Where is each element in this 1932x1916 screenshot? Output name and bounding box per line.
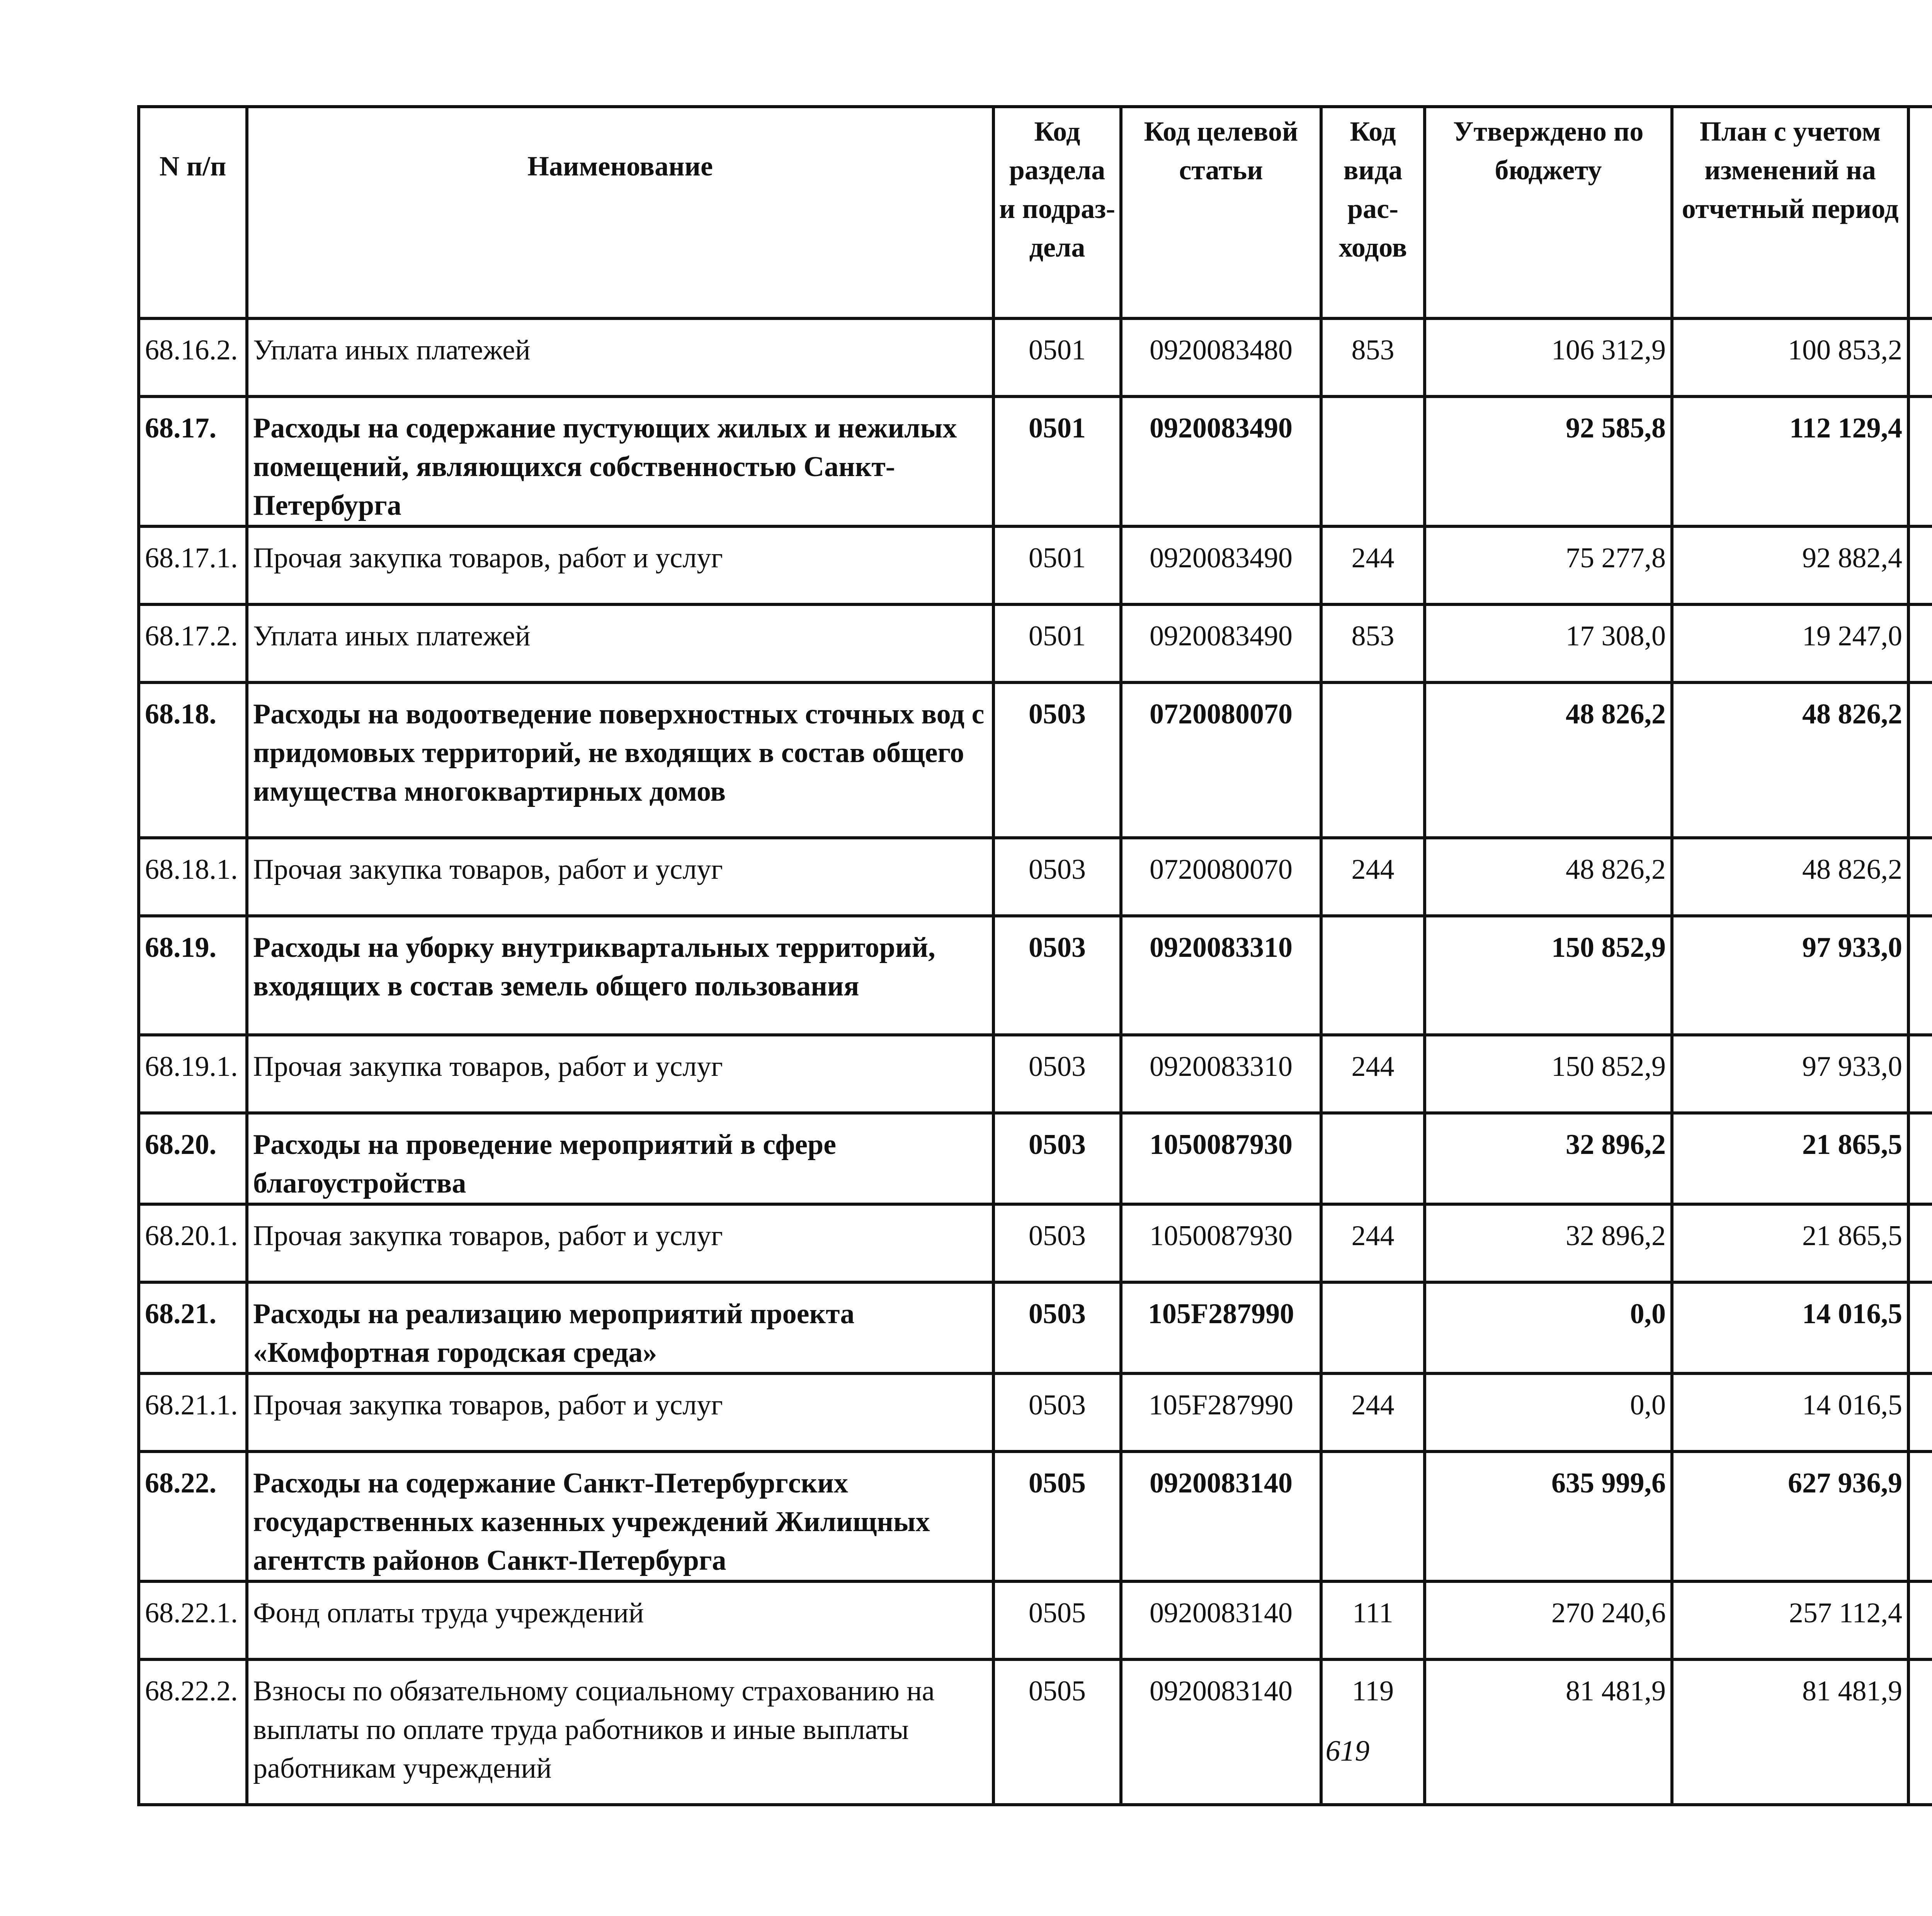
table-row — [139, 1204, 1932, 1282]
row-plan: 81 481,9 — [1672, 1659, 1908, 1805]
row-expense-type-code: 853 — [1321, 604, 1425, 682]
row-section-code: 0501 — [993, 526, 1121, 604]
table-row — [139, 604, 1932, 682]
row-name: Расходы на уборку внутриквартальных территорий, входящих в состав земель общего пользования — [247, 916, 993, 1035]
row-executed — [1908, 1282, 1932, 1373]
row-num: 68.22. — [139, 1451, 247, 1581]
row-section-code: 0503 — [993, 916, 1121, 1035]
row-plan: 100 853,2 — [1672, 318, 1908, 396]
table-row — [139, 396, 1932, 526]
row-plan: 257 112,4 — [1672, 1581, 1908, 1659]
row-num: 68.21. — [139, 1282, 247, 1373]
table-row — [139, 916, 1932, 1035]
row-plan: 112 129,4 — [1672, 396, 1908, 526]
row-plan: 14 016,5 — [1672, 1282, 1908, 1373]
row-num: 68.20.1. — [139, 1204, 247, 1282]
header-section-code: Код раздела и подраз-дела — [993, 107, 1121, 318]
header-num: N п/п — [139, 107, 247, 318]
row-approved: 150 852,9 — [1425, 916, 1672, 1035]
row-expense-type-code — [1321, 1451, 1425, 1581]
header-expense-type-code: Код вида рас-ходов — [1321, 107, 1425, 318]
row-target-code: 0920083490 — [1121, 396, 1321, 526]
row-name: Прочая закупка товаров, работ и услуг — [247, 1035, 993, 1113]
table-row — [139, 318, 1932, 396]
row-executed — [1908, 1204, 1932, 1282]
row-num: 68.21.1. — [139, 1373, 247, 1451]
row-plan: 14 016,5 — [1672, 1373, 1908, 1451]
row-executed — [1908, 1451, 1932, 1581]
row-plan: 21 865,5 — [1672, 1113, 1908, 1204]
row-expense-type-code — [1321, 1113, 1425, 1204]
row-executed — [1908, 682, 1932, 838]
row-approved: 17 308,0 — [1425, 604, 1672, 682]
row-approved: 106 312,9 — [1425, 318, 1672, 396]
row-target-code: 0920083480 — [1121, 318, 1321, 396]
row-num: 68.16.2. — [139, 318, 247, 396]
row-name: Прочая закупка товаров, работ и услуг — [247, 1204, 993, 1282]
row-plan: 92 882,4 — [1672, 526, 1908, 604]
row-approved: 635 999,6 — [1425, 1451, 1672, 1581]
row-name: Прочая закупка товаров, работ и услуг — [247, 838, 993, 916]
budget-table — [137, 105, 1932, 1806]
row-name: Расходы на содержание Санкт-Петербургских государственных казенных учреждений Жилищных агентств районов Санкт-Петербурга — [247, 1451, 993, 1581]
row-section-code: 0505 — [993, 1581, 1121, 1659]
row-expense-type-code: 111 — [1321, 1581, 1425, 1659]
table-row — [139, 838, 1932, 916]
row-target-code: 0920083490 — [1121, 604, 1321, 682]
row-expense-type-code: 244 — [1321, 838, 1425, 916]
row-expense-type-code — [1321, 1282, 1425, 1373]
row-num: 68.17.1. — [139, 526, 247, 604]
row-approved: 48 826,2 — [1425, 838, 1672, 916]
row-plan: 48 826,2 — [1672, 838, 1908, 916]
row-approved: 48 826,2 — [1425, 682, 1672, 838]
row-name: Расходы на содержание пустующих жилых и нежилых помещений, являющихся собственностью Санкт-Петербурга — [247, 396, 993, 526]
row-executed — [1908, 1373, 1932, 1451]
row-executed — [1908, 916, 1932, 1035]
row-target-code: 0920083140 — [1121, 1659, 1321, 1805]
row-expense-type-code — [1321, 682, 1425, 838]
table-row — [139, 526, 1932, 604]
row-name: Уплата иных платежей — [247, 604, 993, 682]
row-plan: 19 247,0 — [1672, 604, 1908, 682]
row-approved: 270 240,6 — [1425, 1581, 1672, 1659]
row-expense-type-code: 244 — [1321, 1035, 1425, 1113]
header-plan: План с учетом изменений на отчетный период — [1672, 107, 1908, 318]
row-target-code: 105F287990 — [1121, 1282, 1321, 1373]
row-num: 68.18.1. — [139, 838, 247, 916]
row-approved: 0,0 — [1425, 1282, 1672, 1373]
row-num: 68.22.1. — [139, 1581, 247, 1659]
table-header — [139, 107, 1932, 318]
row-expense-type-code: 244 — [1321, 1204, 1425, 1282]
row-expense-type-code: 853 — [1321, 318, 1425, 396]
row-num: 68.22.2. — [139, 1659, 247, 1805]
row-section-code: 0505 — [993, 1451, 1121, 1581]
table-row — [139, 1581, 1932, 1659]
row-executed — [1908, 838, 1932, 916]
row-name: Фонд оплаты труда учреждений — [247, 1581, 993, 1659]
row-approved: 32 896,2 — [1425, 1204, 1672, 1282]
row-executed — [1908, 1581, 1932, 1659]
row-approved: 32 896,2 — [1425, 1113, 1672, 1204]
row-executed — [1908, 1035, 1932, 1113]
row-section-code: 0505 — [993, 1659, 1121, 1805]
table-row — [139, 1451, 1932, 1581]
row-plan: 48 826,2 — [1672, 682, 1908, 838]
row-target-code: 0920083310 — [1121, 916, 1321, 1035]
row-target-code: 0720080070 — [1121, 682, 1321, 838]
row-approved: 0,0 — [1425, 1373, 1672, 1451]
row-section-code: 0503 — [993, 1282, 1121, 1373]
row-expense-type-code: 244 — [1321, 526, 1425, 604]
row-plan: 97 933,0 — [1672, 916, 1908, 1035]
row-target-code: 105F287990 — [1121, 1373, 1321, 1451]
row-section-code: 0501 — [993, 318, 1121, 396]
row-name: Прочая закупка товаров, работ и услуг — [247, 526, 993, 604]
row-section-code: 0503 — [993, 1204, 1121, 1282]
row-executed — [1908, 1659, 1932, 1805]
row-plan: 627 936,9 — [1672, 1451, 1908, 1581]
page-number: 619 — [1325, 1735, 1370, 1767]
row-target-code: 0920083310 — [1121, 1035, 1321, 1113]
table-body — [139, 318, 1932, 1805]
row-num: 68.17.2. — [139, 604, 247, 682]
budget-document — [137, 105, 1932, 1806]
row-section-code: 0501 — [993, 604, 1121, 682]
row-num: 68.18. — [139, 682, 247, 838]
header-approved: Утверждено по бюджету — [1425, 107, 1672, 318]
row-name: Прочая закупка товаров, работ и услуг — [247, 1373, 993, 1451]
row-target-code: 0720080070 — [1121, 838, 1321, 916]
table-row — [139, 1659, 1932, 1805]
row-executed — [1908, 318, 1932, 396]
row-num: 68.20. — [139, 1113, 247, 1204]
table-row — [139, 1035, 1932, 1113]
row-num: 68.17. — [139, 396, 247, 526]
row-approved: 75 277,8 — [1425, 526, 1672, 604]
row-executed — [1908, 1113, 1932, 1204]
row-name: Расходы на проведение мероприятий в сфере благоустройства — [247, 1113, 993, 1204]
row-target-code: 1050087930 — [1121, 1113, 1321, 1204]
row-plan: 21 865,5 — [1672, 1204, 1908, 1282]
row-name: Расходы на реализацию мероприятий проекта «Комфортная городская среда» — [247, 1282, 993, 1373]
row-name: Расходы на водоотведение поверхностных сточных вод с придомовых территорий, не входящих в состав общего имущества многоквартирных домов — [247, 682, 993, 838]
table-row — [139, 1282, 1932, 1373]
row-target-code: 0920083490 — [1121, 526, 1321, 604]
header-executed — [1908, 107, 1932, 318]
table-row — [139, 682, 1932, 838]
row-section-code: 0503 — [993, 1035, 1121, 1113]
row-section-code: 0503 — [993, 1373, 1121, 1451]
row-approved: 150 852,9 — [1425, 1035, 1672, 1113]
row-target-code: 0920083140 — [1121, 1451, 1321, 1581]
row-expense-type-code: 244 — [1321, 1373, 1425, 1451]
row-num: 68.19. — [139, 916, 247, 1035]
row-name: Взносы по обязательному социальному страхованию на выплаты по оплате труда работников и иные выплаты работникам учреждений — [247, 1659, 993, 1805]
row-plan: 97 933,0 — [1672, 1035, 1908, 1113]
row-expense-type-code: 119 — [1321, 1659, 1425, 1805]
row-executed — [1908, 604, 1932, 682]
row-executed — [1908, 396, 1932, 526]
row-executed — [1908, 526, 1932, 604]
row-expense-type-code — [1321, 916, 1425, 1035]
row-expense-type-code — [1321, 396, 1425, 526]
row-approved: 92 585,8 — [1425, 396, 1672, 526]
row-section-code: 0503 — [993, 1113, 1121, 1204]
row-section-code: 0503 — [993, 682, 1121, 838]
row-name: Уплата иных платежей — [247, 318, 993, 396]
table-row — [139, 1373, 1932, 1451]
table-row — [139, 1113, 1932, 1204]
row-num: 68.19.1. — [139, 1035, 247, 1113]
header-target-code: Код целевой статьи — [1121, 107, 1321, 318]
row-target-code: 1050087930 — [1121, 1204, 1321, 1282]
header-name: Наименование — [247, 107, 993, 318]
row-section-code: 0501 — [993, 396, 1121, 526]
row-target-code: 0920083140 — [1121, 1581, 1321, 1659]
row-section-code: 0503 — [993, 838, 1121, 916]
row-approved: 81 481,9 — [1425, 1659, 1672, 1805]
